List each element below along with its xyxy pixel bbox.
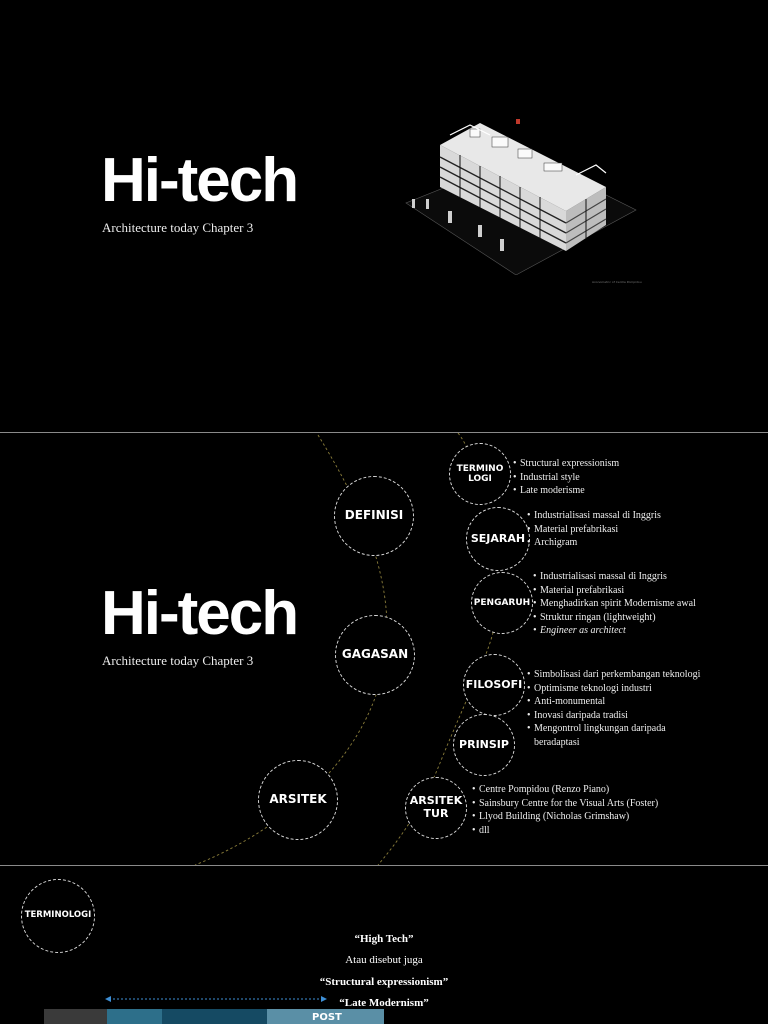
list-item: • Simbolisasi dari perkembangan teknologi bbox=[527, 668, 700, 682]
slide-mindmap bbox=[0, 433, 768, 865]
node-filosofi-label: FILOSOFI bbox=[465, 677, 523, 691]
list-item: • dll bbox=[472, 824, 658, 838]
node-prinsip-label: PRINSIP bbox=[459, 737, 509, 751]
list-item: • Material prefabrikasi bbox=[533, 584, 696, 598]
list-item: • Anti-monumental bbox=[527, 695, 700, 709]
node-gagasan-label: GAGASAN bbox=[341, 647, 409, 662]
list-item: • Inovasi daripada tradisi bbox=[527, 709, 700, 723]
node-gagasan[interactable] bbox=[335, 615, 415, 695]
node-definisi-label: DEFINISI bbox=[344, 508, 404, 523]
timeline-label-post: POST bbox=[312, 1012, 342, 1023]
list-item: • Llyod Building (Nicholas Grimshaw) bbox=[472, 810, 658, 824]
list-item: • Optimisme teknologi industri bbox=[527, 682, 700, 696]
list-sejarah bbox=[527, 509, 661, 550]
list-item: • Menghadirkan spirit Modernisme awal bbox=[533, 597, 696, 611]
list-filosofi bbox=[527, 668, 700, 749]
node-sejarah[interactable] bbox=[466, 507, 530, 571]
slide-title bbox=[0, 0, 768, 432]
node-arsitek-label: ARSITEK bbox=[269, 792, 327, 807]
node-terminologi-main-label: TERMINOLOGI bbox=[24, 910, 92, 921]
list-item: • Archigram bbox=[527, 536, 661, 550]
node-terminologi-label-1: TERMINO bbox=[456, 463, 504, 474]
node-arsitektur[interactable] bbox=[405, 777, 467, 839]
node-prinsip[interactable] bbox=[453, 714, 515, 776]
text-line: “Late Modernism” bbox=[339, 997, 429, 1009]
list-item: • Material prefabrikasi bbox=[527, 523, 661, 537]
slide-title-heading: Hi-tech bbox=[101, 579, 298, 648]
text-line: Atau disebut juga bbox=[345, 954, 423, 966]
image-caption: Axonometric of Centre Pompidou bbox=[592, 280, 642, 284]
timeline-arrow bbox=[105, 994, 327, 1004]
list-item: • Mengontrol lingkungan daripada bbox=[527, 722, 700, 736]
text-line: “High Tech” bbox=[354, 933, 414, 945]
text-line: “Structural expressionism” bbox=[319, 976, 449, 988]
node-terminologi[interactable] bbox=[449, 443, 511, 505]
list-item: • Centre Pompidou (Renzo Piano) bbox=[472, 783, 658, 797]
node-arsitek[interactable] bbox=[258, 760, 338, 840]
list-item: • Sainsbury Centre for the Visual Arts (Foster) bbox=[472, 797, 658, 811]
timeline-bar bbox=[44, 1009, 384, 1024]
list-item: • Struktur ringan (lightweight) bbox=[533, 611, 696, 625]
list-item: • Late moderisme bbox=[513, 484, 619, 498]
slide-subtitle: Architecture today Chapter 3 bbox=[102, 220, 254, 235]
list-terminologi bbox=[513, 457, 619, 498]
slide-title-heading: Hi-tech bbox=[101, 146, 298, 215]
slide-terminologi bbox=[0, 866, 768, 1024]
node-terminologi-label-2: LOGI bbox=[468, 474, 492, 484]
node-pengaruh-label: PENGARUH bbox=[473, 597, 531, 608]
list-item: beradaptasi bbox=[534, 736, 580, 748]
node-arsitektur-label-2: TUR bbox=[423, 807, 449, 820]
timeline-segment-post bbox=[267, 1009, 384, 1024]
list-item: • Industrialisasi massal di Inggris bbox=[527, 509, 661, 523]
list-item: • Industrialisasi massal di Inggris bbox=[533, 570, 696, 584]
list-item: • Structural expressionism bbox=[513, 457, 619, 471]
list-item: • Engineer as architect bbox=[533, 624, 696, 638]
timeline-segment bbox=[44, 1009, 107, 1024]
slide-subtitle: Architecture today Chapter 3 bbox=[102, 653, 254, 668]
node-definisi[interactable] bbox=[334, 476, 414, 556]
building-axonometric-image bbox=[400, 115, 650, 275]
node-filosofi[interactable] bbox=[463, 654, 525, 716]
node-pengaruh[interactable] bbox=[471, 572, 533, 634]
node-sejarah-label: SEJARAH bbox=[470, 531, 526, 545]
timeline-segment bbox=[162, 1009, 267, 1024]
list-item: • Industrial style bbox=[513, 471, 619, 485]
node-arsitektur-label-1: ARSITEK bbox=[409, 794, 463, 808]
list-arsitektur bbox=[472, 783, 658, 837]
list-pengaruh bbox=[533, 570, 696, 638]
timeline-segment bbox=[107, 1009, 162, 1024]
